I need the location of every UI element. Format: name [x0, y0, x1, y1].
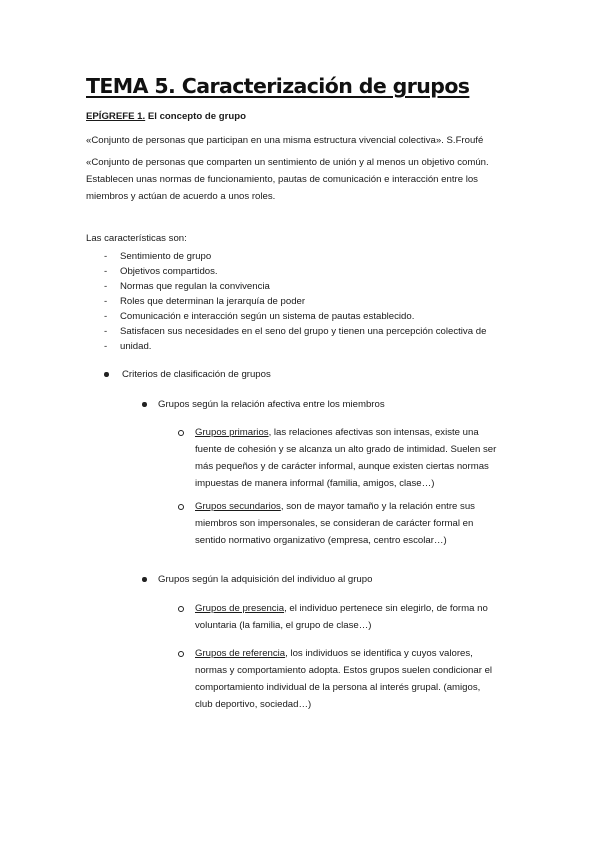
bullet-dot-icon [142, 402, 147, 407]
bullet-dot-icon [104, 372, 109, 377]
reference-term: Grupos de referencia [195, 648, 286, 659]
text-line: voluntaria (la familia, el grupo de clase…) [195, 620, 372, 631]
section-heading [86, 108, 246, 125]
page-title: TEMA 5. Caracterización de grupos [86, 74, 470, 98]
bullet-dot-icon [142, 577, 147, 582]
bullet-circle-icon [178, 430, 184, 436]
bullet-circle-icon [178, 606, 184, 612]
affective-heading: Grupos según la relación afectiva entre los miembros [158, 399, 385, 410]
reference-groups-text [195, 645, 492, 713]
text-line: club deportivo, sociedad…) [195, 699, 312, 710]
characteristics-intro: Las características son: [86, 233, 187, 244]
list-item [104, 339, 486, 354]
quote-froufe: «Conjunto de personas que participan en una misma estructura vivencial colectiva». S.Froufé [86, 135, 484, 146]
presence-groups-text [195, 600, 488, 634]
text-line: normas y comportamiento adopta. Estos grupos suelen condicionar el [195, 665, 493, 676]
list-item: - Normas que regulan la convivencia [104, 279, 486, 294]
text-line: fuente de cohesión y se alcanza un alto grado de intimidad. Suelen ser [195, 444, 497, 455]
list-item: - Roles que determinan la jerarquía de poder [104, 294, 486, 309]
bullet-circle-icon [178, 651, 184, 657]
list-item: - Comunicación e interacción según un sistema de pautas establecido. [104, 309, 486, 324]
text-line: comportamiento individual de la persona al interés grupal. (amigos, [195, 682, 481, 693]
text-line: , el individuo pertenece sin elegirlo, de forma no [284, 603, 488, 614]
secondary-term: Grupos secundarios [195, 501, 281, 512]
text-line: sentido normativo organizativo (empresa, centro escolar…) [195, 535, 447, 546]
bullet-circle-icon [178, 504, 184, 510]
text-line: impuestas de manera informal (familia, amigos, clase…) [195, 478, 435, 489]
quote-definition [86, 154, 489, 205]
text-line: , las relaciones afectivas son intensas, existe una [268, 427, 479, 438]
list-item: - Objetivos compartidos. [104, 264, 486, 279]
criteria-heading: Criterios de clasificación de grupos [122, 369, 271, 380]
primary-groups-text [195, 424, 496, 492]
characteristics-list [104, 249, 486, 354]
list-item: - Satisfacen sus necesidades en el seno del grupo y tienen una percepción colectiva de [104, 324, 486, 339]
text-line: , son de mayor tamaño y la relación entre sus [280, 501, 475, 512]
quote-line: Establecen unas normas de funcionamiento, pautas de comunicación e interacción entre los [86, 174, 478, 185]
text-line: miembros son impersonales, se consideran de carácter formal en [195, 518, 474, 529]
presence-term: Grupos de presencia [195, 603, 285, 614]
list-item-continuation: unidad. [120, 341, 152, 352]
quote-line: miembros y actúan de acuerdo a unos roles. [86, 191, 276, 202]
acquisition-heading: Grupos según la adquisición del individuo al grupo [158, 574, 373, 585]
text-line: , los individuos se identifica y cuyos valores, [285, 648, 473, 659]
text-line: más pequeños y de carácter informal, aunque existen ciertas normas [195, 461, 489, 472]
primary-term: Grupos primarios [195, 427, 269, 438]
secondary-groups-text [195, 498, 475, 549]
list-item: - Sentimiento de grupo [104, 249, 486, 264]
quote-line: «Conjunto de personas que comparten un sentimiento de unión y al menos un objetivo común. [86, 157, 489, 168]
epigrafe-heading: El concepto de grupo [145, 111, 246, 122]
epigrafe-label: EPÍGREFE 1. [86, 111, 146, 122]
